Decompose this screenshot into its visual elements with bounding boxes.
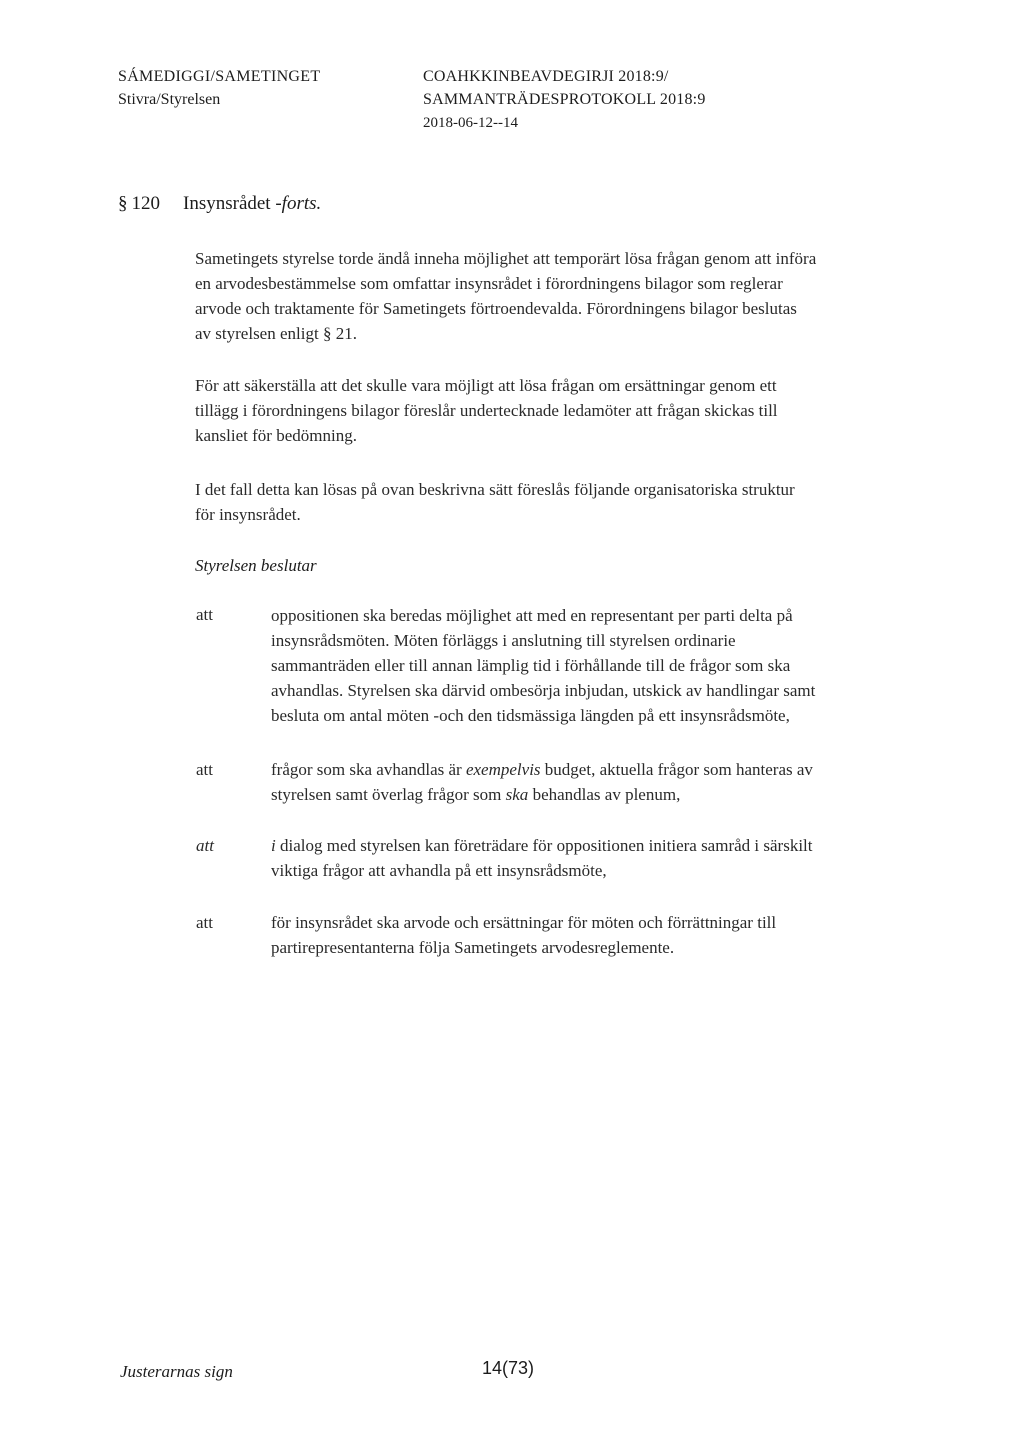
paragraph-line: för insynsrådet.: [195, 505, 301, 524]
decision-item-text: [271, 757, 971, 807]
emphasis: ska: [505, 785, 529, 804]
decision-item-line: partirepresentanterna följa Sametingets arvodesreglemente.: [271, 938, 675, 957]
signature-label: Justerarnas sign: [120, 1362, 233, 1381]
decision-item-line: sammanträden eller till annan lämplig tid i förhållande till de frågor som ska: [271, 656, 791, 675]
header-date: 2018-06-12--14: [423, 115, 518, 131]
page-number: 14(73): [482, 1358, 535, 1378]
section-continued: -forts.: [275, 193, 322, 214]
paragraph-1: [195, 246, 975, 346]
section-heading: [118, 193, 321, 215]
decision-item-label: att: [196, 836, 214, 855]
decision-item-label: att: [196, 913, 213, 932]
paragraph-line: arvode och traktamente för Sametingets förtroendevalda. Förordningens bilagor beslutas: [195, 299, 797, 318]
paragraph-line: I det fall detta kan lösas på ovan beskrivna sätt föreslås följande organisatoriska struktur: [195, 480, 795, 499]
decision-item-line: avhandlas. Styrelsen ska därvid ombesörja inbjudan, utskick av handlingar samt: [271, 681, 816, 700]
decision-item-text: [271, 603, 971, 728]
text-run: dialog med styrelsen kan företrädare för oppositionen initiera samråd i särskilt: [275, 836, 813, 855]
paragraph-line: kansliet för bedömning.: [195, 426, 357, 445]
paragraph-line: en arvodesbestämmelse som omfattar insynsrådet i förordningens bilagor som reglerar: [195, 274, 783, 293]
paragraph-line: tillägg i förordningens bilagor föreslår undertecknade ledamöter att frågan skickas till: [195, 401, 778, 420]
decision-item-line: för insynsrådet ska arvode och ersättningar för möten och förrättningar till: [271, 913, 777, 932]
paragraph-3: [195, 477, 975, 527]
header-protocol-sami: COAHKKINBEAVDEGIRJI 2018:9/: [423, 68, 669, 85]
header-organization: SÁMEDIGGI/SAMETINGET: [118, 68, 321, 85]
header-protocol-swedish: SAMMANTRÄDESPROTOKOLL 2018:9: [423, 91, 706, 108]
paragraph-line: Sametingets styrelse torde ändå inneha möjlighet att temporärt lösa frågan genom att införa: [195, 249, 817, 268]
decision-item-line: [271, 833, 971, 858]
paragraph-2: [195, 373, 975, 448]
decision-item-line: [271, 757, 971, 782]
decision-item-line: [271, 782, 971, 807]
section-symbol: §: [118, 193, 128, 214]
header-board: Stivra/Styrelsen: [118, 91, 221, 108]
decision-item-line: viktiga frågor att avhandla på ett insynsrådsmöte,: [271, 861, 607, 880]
decision-item-line: insynsrådsmöten. Möten förläggs i anslutning till styrelsen ordinarie: [271, 631, 736, 650]
text-run: behandlas av plenum,: [528, 785, 681, 804]
decision-item-line: oppositionen ska beredas möjlighet att med en representant per parti delta på: [271, 606, 793, 625]
text-run: budget, aktuella frågor som hanteras av: [540, 760, 813, 779]
emphasis: i: [271, 836, 276, 855]
text-run: styrelsen samt överlag frågor som: [271, 785, 506, 804]
decision-item-text: [271, 833, 971, 883]
decision-item-label: att: [196, 605, 213, 624]
decision-item-text: [271, 910, 971, 960]
decision-heading: Styrelsen beslutar: [195, 556, 317, 575]
paragraph-line: av styrelsen enligt § 21.: [195, 324, 357, 343]
decision-item-label: att: [196, 760, 213, 779]
decision-item-line: besluta om antal möten -och den tidsmässiga längden på ett insynsrådsmöte,: [271, 706, 790, 725]
section-title: Insynsrådet: [183, 193, 271, 214]
section-number: 120: [131, 193, 160, 214]
emphasis: exempelvis: [465, 760, 541, 779]
text-run: frågor som ska avhandlas är: [271, 760, 466, 779]
paragraph-line: För att säkerställa att det skulle vara möjligt att lösa frågan om ersättningar genom ett: [195, 376, 777, 395]
